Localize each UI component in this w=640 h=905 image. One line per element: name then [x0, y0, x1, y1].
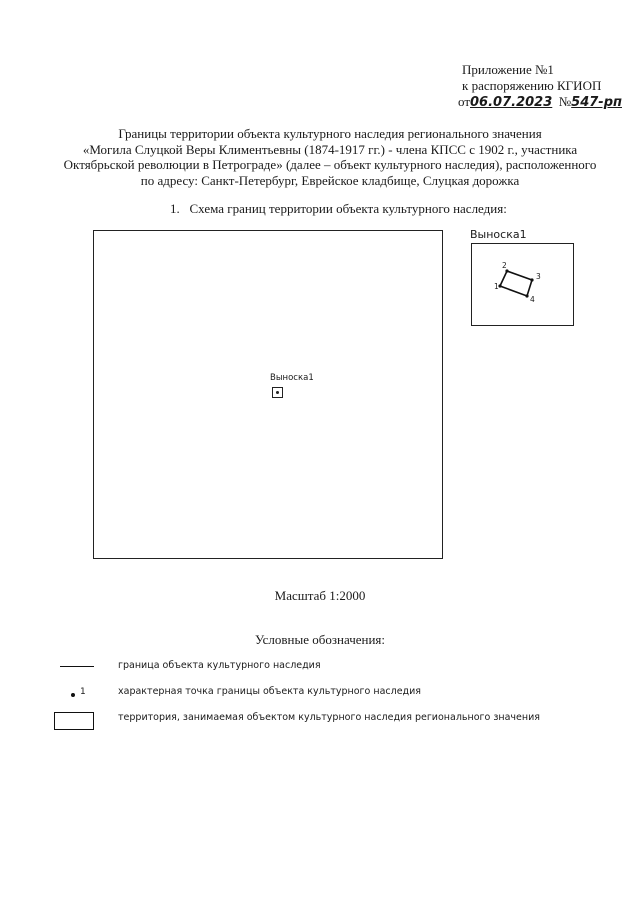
callout-point-3 [530, 278, 533, 281]
map-scale: Масштаб 1:2000 [274, 588, 366, 603]
title-line2: «Могила Слуцкой Веры Климентьевны (1874-1917 гг.) - члена КПСС с 1902 г., участника [82, 141, 578, 157]
document-date: 06.07.2023 [470, 95, 553, 110]
section-text: Схема границ территории объекта культурного наследия: [189, 201, 507, 216]
document-title [40, 126, 620, 188]
callout-label-4: 4 [530, 295, 535, 304]
callout-title: Выноска1 [470, 228, 527, 241]
number-prefix: № [558, 94, 572, 109]
section-heading [170, 201, 507, 217]
appendix-line1: Приложение №1 [462, 62, 554, 77]
legend-item-point: характерная точка границы объекта культурного наследия [118, 686, 421, 697]
callout-boundary-svg [472, 244, 573, 325]
map-site-dot [276, 391, 279, 394]
appendix-date-line [458, 94, 622, 111]
appendix-line2: к распоряжению КГИОП [462, 78, 602, 93]
section-number: 1. [170, 201, 180, 216]
map-site-marker [272, 387, 283, 398]
map-callout-label: Выноска1 [270, 373, 314, 383]
document-number: 547-рп [571, 95, 622, 110]
legend-title: Условные обозначения: [254, 632, 386, 647]
date-prefix: от [458, 94, 471, 109]
legend-item-boundary: граница объекта культурного наследия [118, 660, 321, 671]
title-line1: Границы территории объекта культурного наследия регионального значения [118, 126, 542, 141]
callout-label-1: 1 [494, 282, 499, 291]
scheme-map-frame [93, 230, 443, 559]
legend-point-symbol [71, 693, 75, 697]
callout-label-3: 3 [536, 272, 541, 281]
legend-line-symbol [60, 666, 94, 667]
callout-label-2: 2 [502, 261, 507, 270]
callout-point-4 [525, 294, 528, 297]
title-line4: по адресу: Санкт-Петербург, Еврейское кладбище, Слуцкая дорожка [140, 172, 520, 188]
legend-box-symbol [54, 712, 94, 730]
appendix-header [458, 62, 622, 111]
callout-inset [471, 243, 574, 326]
legend-point-label: 1 [80, 687, 86, 697]
callout-boundary [500, 271, 532, 296]
legend-item-territory: территория, занимаемая объектом культурного наследия регионального значения [118, 712, 540, 723]
title-line3: Октябрьской революции в Петрограде» (далее – объект культурного наследия), расположенного [63, 157, 597, 172]
